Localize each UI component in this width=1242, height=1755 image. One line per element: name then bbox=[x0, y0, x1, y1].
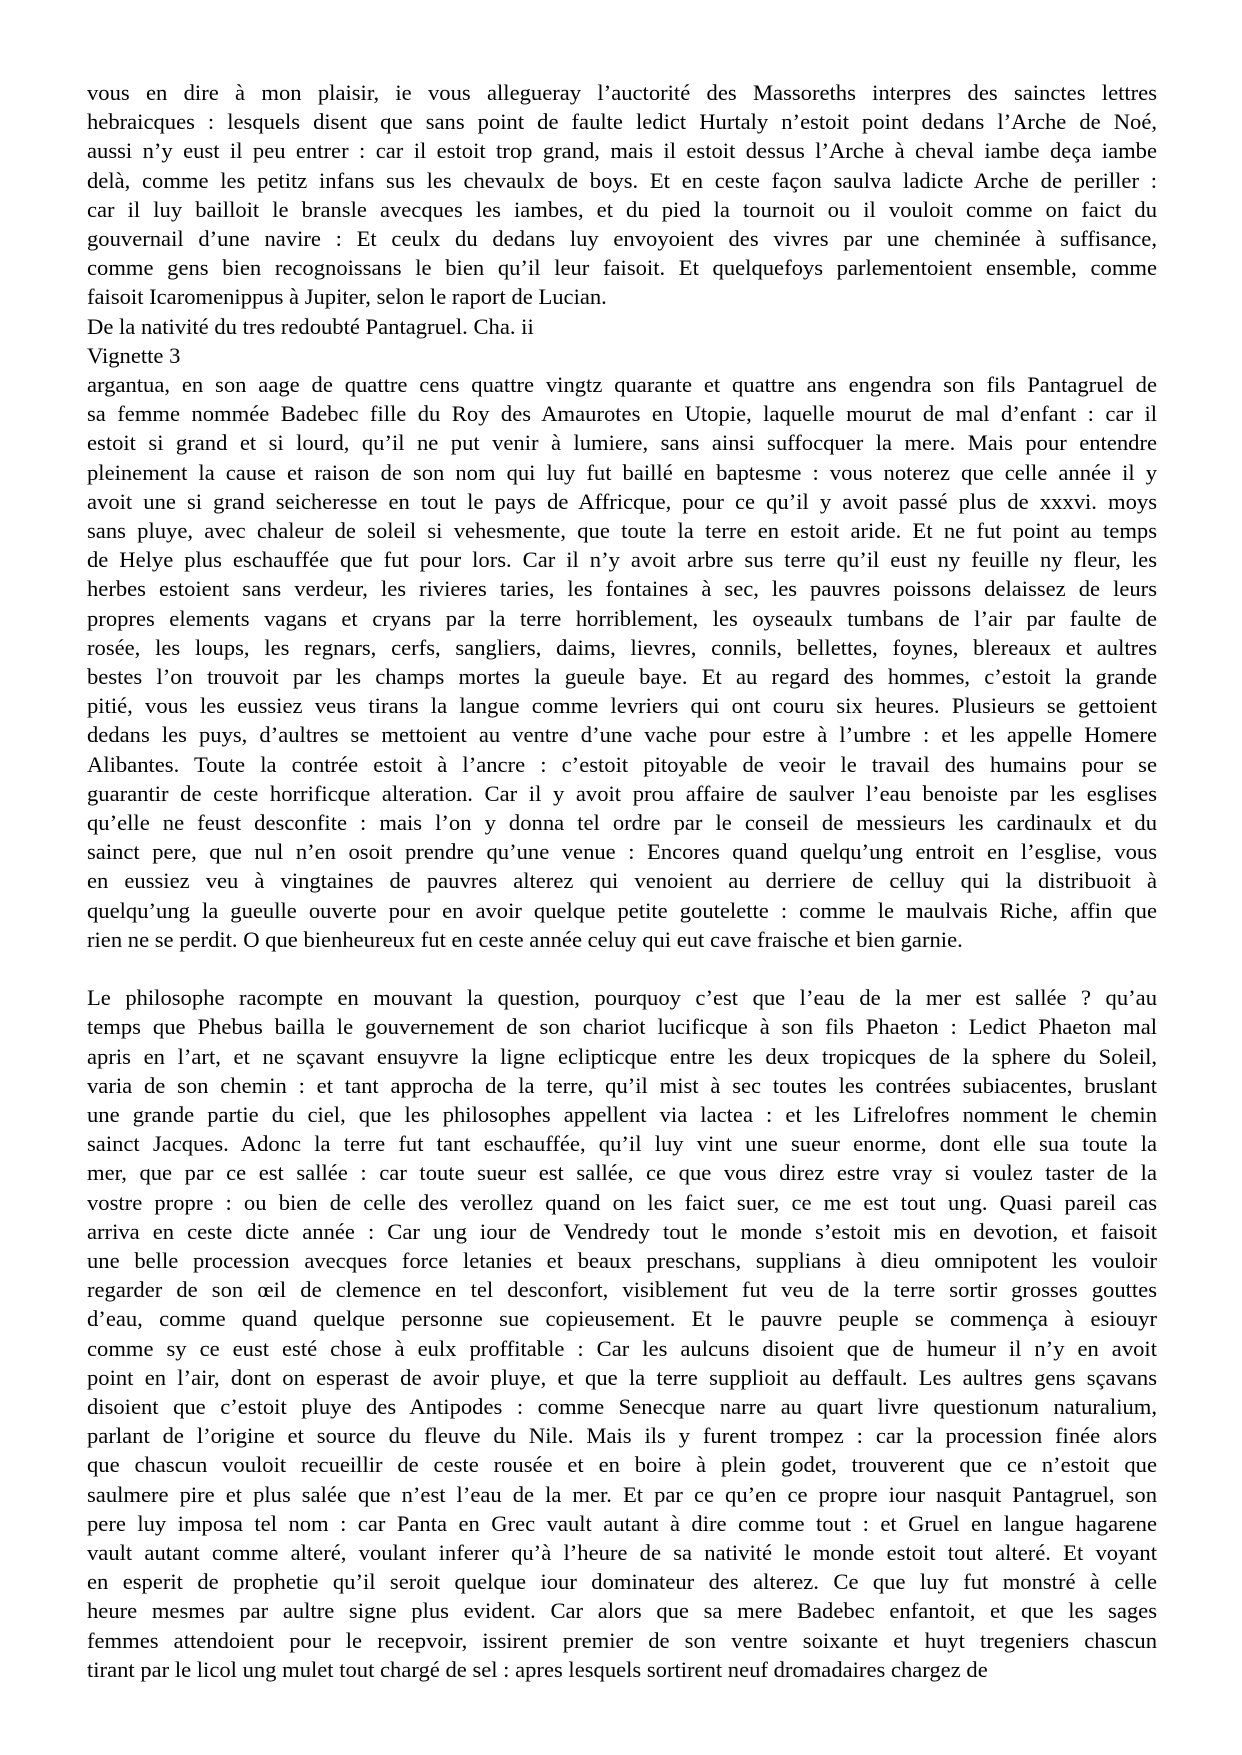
text-line: pleinement la cause et raison de son nom qui luy fut baillé en baptesme : vous noterez que celle année il y bbox=[87, 459, 1157, 485]
text-line: bestes l’on trouvoit par les champs mortes la gueule baye. Et au regard des hommes, c’estoit la grande bbox=[87, 664, 1157, 690]
text-line: apris en l’art, et ne sçavant ensuyvre la ligne eclipticque entre les deux tropicques de la sphere du Soleil, bbox=[87, 1043, 1157, 1069]
paragraph-philosophe-mer bbox=[87, 983, 1157, 1684]
text-line: quelqu’ung la gueulle ouverte pour en avoir quelque petite goutelette : comme le maulvais Riche, affin que bbox=[87, 897, 1157, 923]
text-line: saulmere pire et plus salée que n’est l’eau de la mer. Et par ce qu’en ce propre iour nasquit Pantagruel, son bbox=[87, 1481, 1157, 1507]
chapter-title: De la nativité du tres redoubté Pantagruel. Cha. ii bbox=[87, 313, 534, 339]
text-line: pitié, vous les eussiez veus tirans la langue comme levriers qui ont couru six heures. Plusieurs se gettoient bbox=[87, 693, 1157, 719]
text-line: heure mesmes par aultre signe plus evident. Car alors que sa mere Badebec enfantoit, et que les sages bbox=[87, 1598, 1157, 1624]
text-line: vous en dire à mon plaisir, ie vous allegueray l’auctorité des Massoreths interpres des sainctes lettres bbox=[87, 80, 1157, 105]
text-line: sainct pere, que nul n’en osoit prendre qu’une venue : Encores quand quelqu’ung entroit en l’esglise, vous bbox=[87, 839, 1157, 865]
text-line: regarder de son œil de clemence en tel desconfort, visiblement fut veu de la terre sortir grosses gouttes bbox=[87, 1277, 1157, 1303]
text-line: sans pluye, avec chaleur de soleil si vehesmente, que toute la terre en estoit aride. Et ne fut point au temps bbox=[87, 518, 1157, 544]
text-line: vault autant comme alteré, voulant inferer qu’à l’heure de sa nativité le monde estoit tout alteré. Et voyant bbox=[87, 1539, 1157, 1565]
paragraph-nativite-pantagruel bbox=[87, 370, 1157, 954]
text-line: gouvernail d’une navire : Et ceulx du dedans luy envoyoient des vivres par une cheminée à suffisance, bbox=[87, 226, 1157, 252]
document-page bbox=[87, 78, 1157, 1684]
text-line: mer, que par ce est sallée : car toute sueur est sallée, ce que vous direz estre vray si voulez taster de la bbox=[87, 1160, 1157, 1186]
text-line: une grande partie du ciel, que les philosophes appellent via lactea : et les Lifrelofres nomment le chemin bbox=[87, 1101, 1157, 1127]
text-line: Le philosophe racompte en mouvant la question, pourquoy c’est que l’eau de la mer est sallée ? qu’au bbox=[87, 985, 1157, 1011]
text-line: arriva en ceste dicte année : Car ung iour de Vendredy tout le monde s’estoit mis en devotion, et faisoit bbox=[87, 1218, 1157, 1244]
text-line: que chascun vouloit recueillir de ceste rousée et en boire à plein godet, trouverent que ce n’estoit que bbox=[87, 1452, 1157, 1478]
text-line: delà, comme les petitz infans sus les chevaulx de boys. Et en ceste façon saulva ladicte Arche de periller : bbox=[87, 167, 1157, 193]
text-line: de Helye plus eschauffée que fut pour lors. Car il n’y avoit arbre sus terre qu’il eust ny feuille ny fleur, les bbox=[87, 547, 1157, 573]
text-line: tirant par le licol ung mulet tout chargé de sel : apres lesquels sortirent neuf dromadaires chargez de bbox=[87, 1656, 988, 1682]
text-line: d’eau, comme quand quelque personne sue copieusement. Et le pauvre peuple se commença à esiouyr bbox=[87, 1306, 1157, 1332]
text-line: comme gens bien recognoissans le bien qu’il leur faisoit. Et quelquefoys parlementoient ensemble, comme bbox=[87, 255, 1157, 281]
vignette-label: Vignette 3 bbox=[87, 342, 181, 368]
text-line: en esperit de prophetie qu’il seroit quelque iour dominateur des alterez. Ce que luy fut monstré à celle bbox=[87, 1569, 1157, 1595]
text-line: Alibantes. Toute la contrée estoit à l’ancre : c’estoit pitoyable de veoir le travail des humains pour se bbox=[87, 751, 1157, 777]
text-line: propres elements vagans et cryans par la terre horriblement, les oyseaulx tumbans de l’air par faulte de bbox=[87, 605, 1157, 631]
text-line: herbes estoient sans verdeur, les rivieres taries, les fontaines à sec, les pauvres poissons delaissez de leurs bbox=[87, 576, 1157, 602]
text-line: femmes attendoient pour le recepvoir, issirent premier de son ventre soixante et huyt tregeniers chascun bbox=[87, 1627, 1157, 1653]
text-line: une belle procession avecques force letanies et beaux preschans, supplians à dieu omnipotent les vouloir bbox=[87, 1247, 1157, 1273]
text-line: sa femme nommée Badebec fille du Roy des Amaurotes en Utopie, laquelle mourut de mal d’enfant : car il bbox=[87, 401, 1157, 427]
text-line: pere luy imposa tel nom : car Panta en Grec vault autant à dire comme tout : et Gruel en langue hagarene bbox=[87, 1510, 1157, 1536]
text-line: faisoit Icaromenippus à Jupiter, selon le raport de Lucian. bbox=[87, 284, 607, 310]
text-line: vostre propre : ou bien de celle des verollez quand on les faict suer, ce me est tout ung. Quasi pareil cas bbox=[87, 1189, 1157, 1215]
text-line: parlant de l’origine et source du fleuve du Nile. Mais ils y furent trompez : car la procession finée alors bbox=[87, 1423, 1157, 1449]
text-line: disoient que c’estoit pluye des Antipodes : comme Senecque narre au quart livre questionum naturalium, bbox=[87, 1393, 1157, 1419]
text-line: comme sy ce eust esté chose à eulx proffitable : Car les aulcuns disoient que de humeur il n’y en avoit bbox=[87, 1335, 1157, 1361]
text-line: hebraicques : lesquels disent que sans point de faulte ledict Hurtaly n’estoit point dedans l’Arche de Noé, bbox=[87, 109, 1157, 135]
text-line: car il luy bailloit le bransle avecques les iambes, et du pied la tournoit ou il vouloit comme on faict du bbox=[87, 196, 1157, 222]
text-line: rosée, les loups, les regnars, cerfs, sangliers, daims, lievres, connils, bellettes, foynes, blereaux et aultres bbox=[87, 634, 1157, 660]
text-line: point en l’air, dont on esperast de avoir pluye, et que la terre supplioit au deffault. Les aultres gens sçavans bbox=[87, 1364, 1157, 1390]
text-line: sainct Jacques. Adonc la terre fut tant eschauffée, qu’il luy vint une sueur enorme, dont elle sua toute la bbox=[87, 1131, 1157, 1157]
text-line: argantua, en son aage de quattre cens quattre vingtz quarante et quattre ans engendra son fils Pantagruel de bbox=[87, 372, 1157, 398]
text-line: qu’elle ne feust desconfite : mais l’on y donna tel ordre par le conseil de messieurs les cardinaulx et du bbox=[87, 810, 1157, 836]
paragraph-spacer bbox=[87, 954, 1157, 983]
text-line: rien ne se perdit. O que bienheureux fut en ceste année celuy qui eut cave fraische et bien garnie. bbox=[87, 926, 963, 952]
text-line: guarantir de ceste horrificque alteration. Car il y avoit prou affaire de saulver l’eau benoiste par les esglises bbox=[87, 780, 1157, 806]
text-line: en eussiez veu à vingtaines de pauvres alterez qui venoient au derriere de celluy qui la distribuoit à bbox=[87, 868, 1157, 894]
text-line: avoit une si grand seicheresse en tout le pays de Affricque, pour ce qu’il y avoit passé plus de xxxvi. moys bbox=[87, 488, 1157, 514]
text-line: dedans les puys, d’aultres se mettoient au ventre d’une vache pour estre à l’umbre : et les appelle Homere bbox=[87, 722, 1157, 748]
text-line: aussi n’y eust il peu entrer : car il estoit trop grand, mais il estoit dessus l’Arche à cheval iambe deça iambe bbox=[87, 138, 1157, 164]
text-line: varia de son chemin : et tant approcha de la terre, qu’il mist à sec toutes les contrées subiacentes, bruslant bbox=[87, 1072, 1157, 1098]
text-line: temps que Phebus bailla le gouvernement de son chariot lucificque à son fils Phaeton : Ledict Phaeton mal bbox=[87, 1014, 1157, 1040]
paragraph-hurtaly-arche bbox=[87, 78, 1157, 312]
text-line: estoit si grand et si lourd, qu’il ne put venir à lumiere, sans ainsi suffocquer la mere. Mais pour entendre bbox=[87, 430, 1157, 456]
